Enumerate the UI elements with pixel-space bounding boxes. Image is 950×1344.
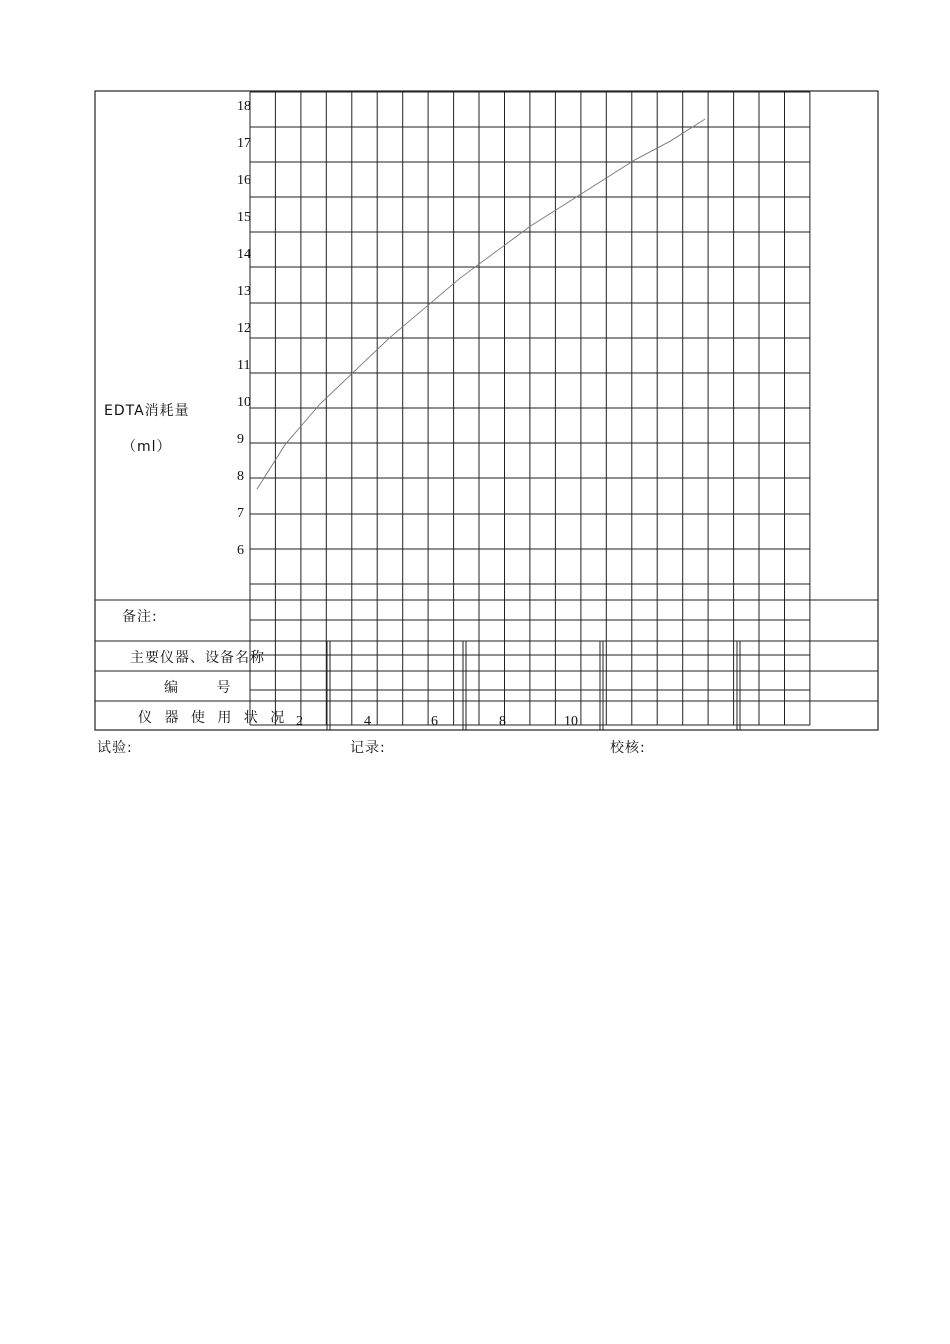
x-tick-label: 6 [431,714,438,729]
y-tick-label: 6 [237,543,244,558]
y-axis-label [104,400,190,456]
y-tick-label: 8 [237,469,244,484]
signature-test-label: 试验: [97,740,133,756]
signature-check-label: 校核: [610,740,646,756]
series-line [257,119,705,489]
x-tick-label: 4 [364,714,371,729]
usage-label: 仪 器 使 用 状 况 [138,710,286,726]
chart-grid [250,92,810,730]
y-tick-label: 12 [237,321,251,336]
outer-border [95,91,878,730]
y-axis-label-line1: EDTA消耗量 [104,403,190,419]
y-tick-label: 16 [237,173,251,188]
y-tick-label: 7 [237,506,244,521]
x-tick-label: 8 [499,714,506,729]
remarks-label: 备注: [122,609,158,625]
chart-curve-group [257,119,705,489]
y-tick-label: 11 [237,358,251,373]
y-tick-label: 15 [237,210,251,225]
number-label: 编 号 [164,680,232,696]
y-tick-label: 10 [237,395,251,410]
equipment-name-label: 主要仪器、设备名称 [130,650,265,666]
form-frame [95,91,878,730]
x-tick-label: 10 [564,714,578,729]
y-tick-label: 13 [237,284,251,299]
signature-record-label: 记录: [350,740,386,756]
y-tick-label: 17 [237,136,251,151]
y-tick-label: 18 [237,99,251,114]
y-axis-label-line2: （ml） [122,439,172,455]
y-tick-label: 14 [237,247,251,262]
x-tick-label: 2 [296,714,303,729]
y-tick-label: 9 [237,432,244,447]
